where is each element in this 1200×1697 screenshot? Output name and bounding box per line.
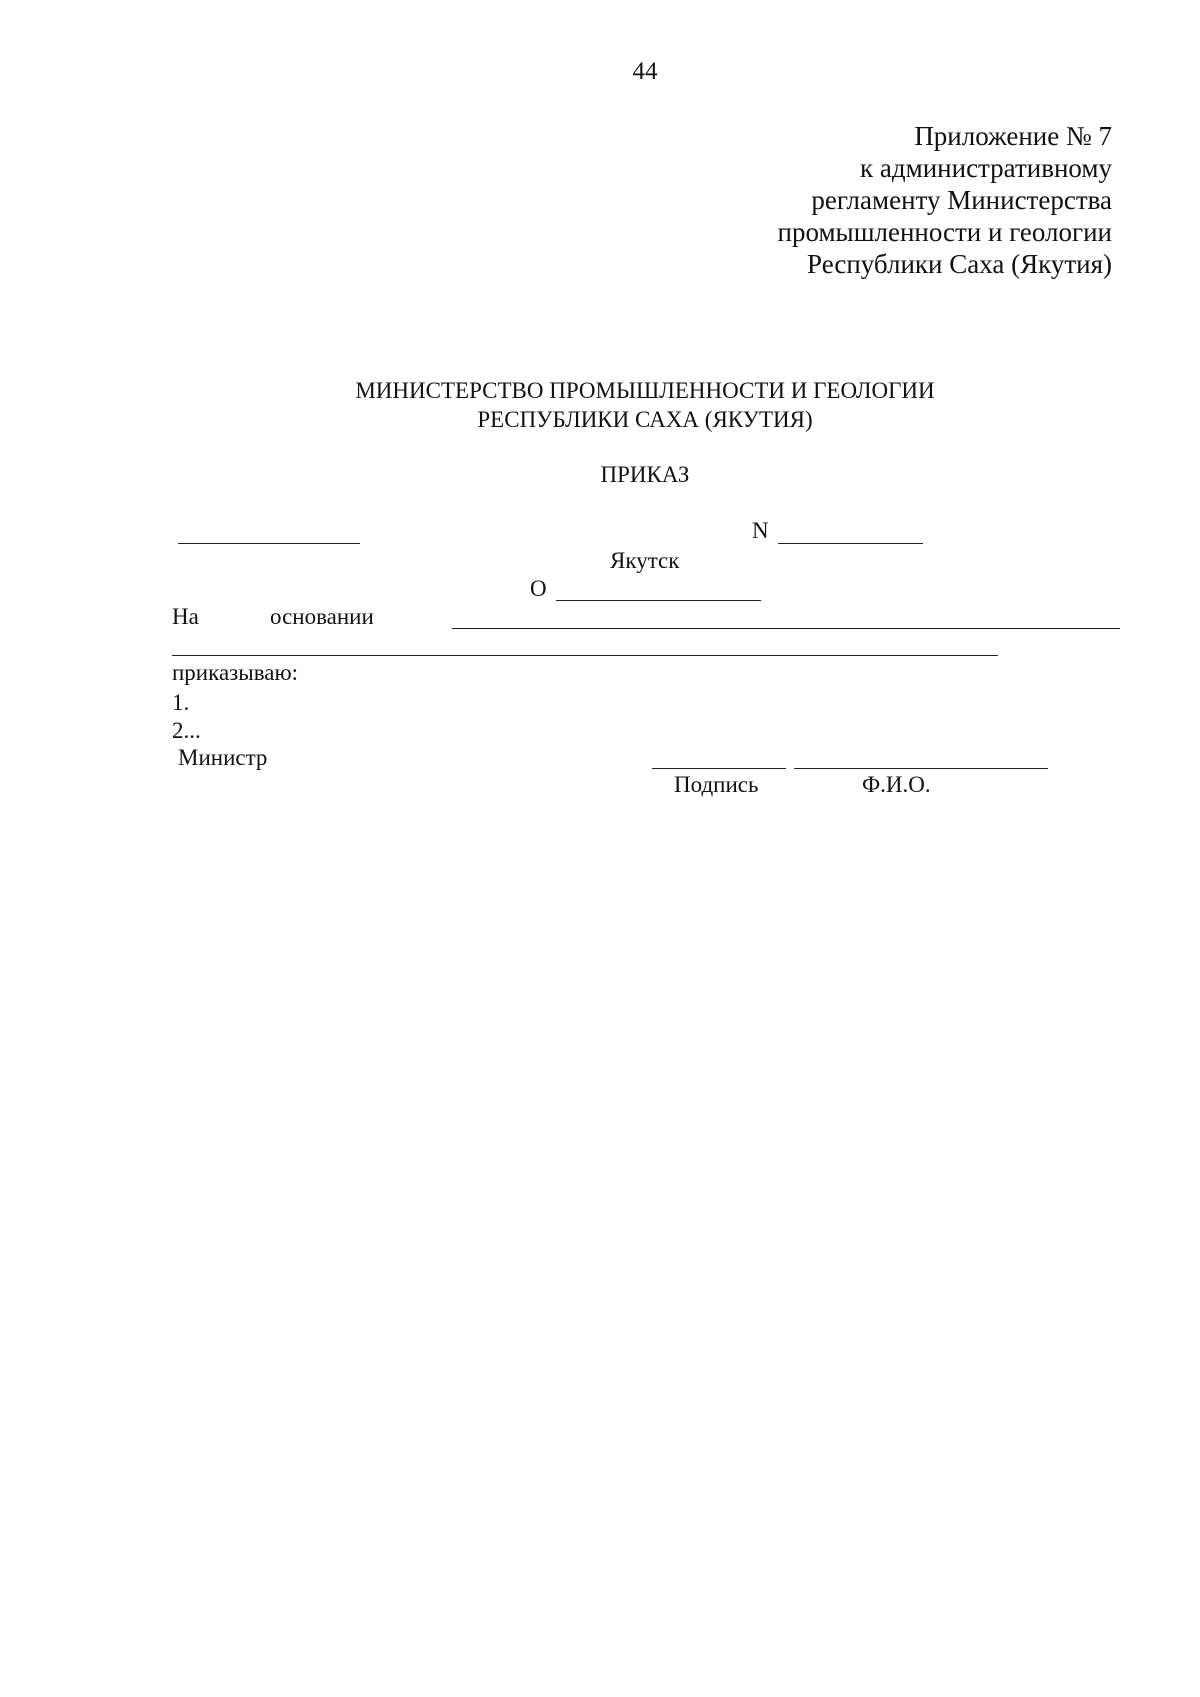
- basis-word-na: На: [172, 604, 199, 629]
- basis-word-osnovanii: основании: [270, 604, 374, 629]
- signature-caption: Подпись: [674, 772, 759, 797]
- name-line[interactable]: [794, 768, 1048, 769]
- about-field-line[interactable]: [556, 600, 761, 601]
- order-word: приказываю:: [172, 660, 299, 685]
- basis-field-line[interactable]: [452, 628, 1120, 629]
- appendix-line: регламенту Министерства: [811, 185, 1112, 215]
- number-field-line[interactable]: [778, 543, 923, 544]
- appendix-note: [778, 120, 1112, 280]
- about-label: О: [530, 576, 547, 601]
- minister-label: Министр: [178, 745, 268, 770]
- name-caption: Ф.И.О.: [862, 772, 931, 797]
- appendix-line: промышленности и геологии: [777, 217, 1112, 247]
- date-field-line[interactable]: [178, 543, 360, 544]
- ministry-line-1: МИНИСТЕРСТВО ПРОМЫШЛЕННОСТИ И ГЕОЛОГИИ: [355, 378, 935, 403]
- ministry-line-2: РЕСПУБЛИКИ САХА (ЯКУТИЯ): [477, 407, 813, 432]
- number-label: N: [752, 518, 769, 543]
- ministry-heading: [0, 376, 1200, 434]
- city-label: Якутск: [610, 548, 680, 573]
- order-item-2: 2...: [172, 718, 201, 743]
- basis-continuation-line[interactable]: [172, 655, 998, 656]
- appendix-line: к административному: [860, 153, 1112, 183]
- signature-line[interactable]: [652, 768, 786, 769]
- page-number: 44: [632, 58, 658, 85]
- appendix-line: Республики Саха (Якутия): [807, 249, 1112, 279]
- order-item-1: 1.: [172, 690, 190, 715]
- order-title: ПРИКАЗ: [600, 462, 690, 487]
- appendix-line: Приложение № 7: [914, 121, 1112, 151]
